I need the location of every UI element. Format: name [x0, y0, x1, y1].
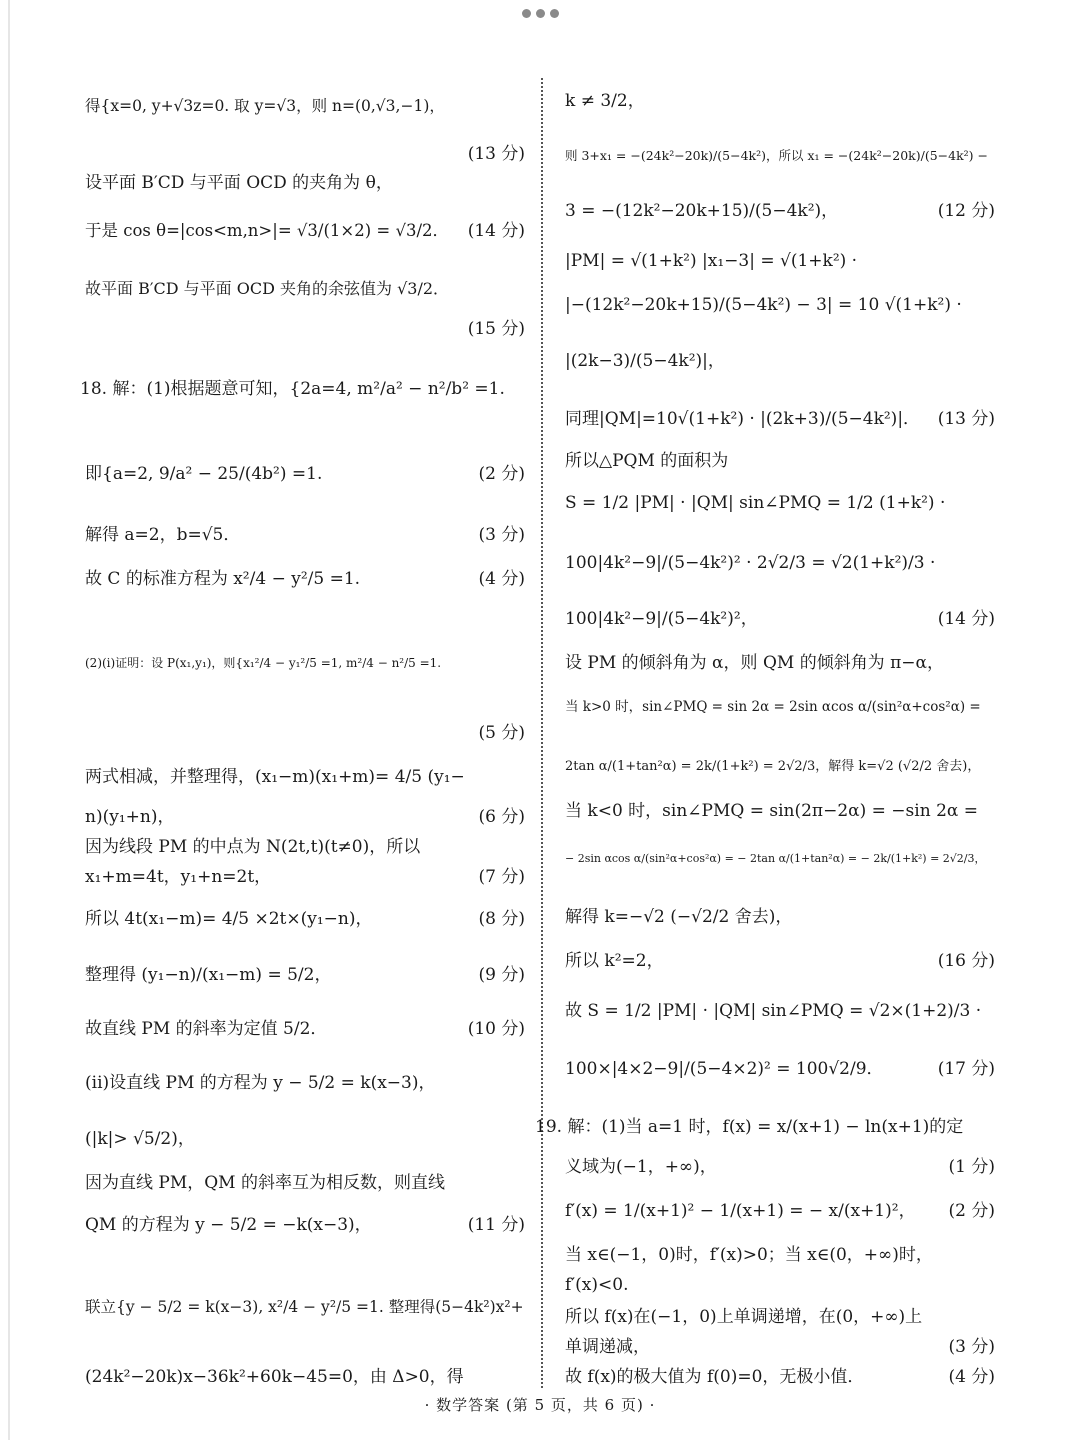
text-line: |(2k−3)/(5−4k²)|， [565, 351, 725, 371]
page-footer: · 数学答案 (第 5 页，共 6 页) · [424, 1396, 656, 1414]
score-label: (15 分) [467, 319, 525, 339]
text-line: f′(x)<0. [565, 1275, 629, 1295]
page-edge [8, 0, 10, 1440]
text-line: 当 x∈(−1，0)时，f′(x)>0；当 x∈(0，+∞)时， [565, 1245, 933, 1265]
text-line: 故 f(x)的极大值为 f(0)=0，无极小值． [565, 1367, 865, 1387]
text-line: S = 1/2 |PM| · |QM| sin∠PMQ = 1/2 (1+k²) · [565, 493, 946, 513]
text-line: (24k²−20k)x−36k²+60k−45=0，由 Δ>0，得 [85, 1367, 464, 1387]
text-line: 所以 f(x)在(−1，0)上单调递增，在(0，+∞)上 [565, 1307, 923, 1327]
text-line: QM 的方程为 y − 5/2 = −k(x−3)， [85, 1215, 372, 1235]
text-line: 100|4k²−9|/(5−4k²)² · 2√2/3 = √2(1+k²)/3 · [565, 553, 936, 573]
text-line: 整理得 (y₁−n)/(x₁−m) = 5/2， [85, 965, 332, 985]
more-options-icon[interactable] [522, 9, 559, 18]
score-label: (6 分) [478, 807, 525, 827]
score-label: (7 分) [478, 867, 525, 887]
score-label: (10 分) [467, 1019, 525, 1039]
text-line: 单调递减， [565, 1337, 650, 1357]
score-label: (2 分) [478, 464, 525, 484]
text-line: 两式相减，并整理得，(x₁−m)(x₁+m)= 4/5 (y₁− [85, 767, 465, 787]
score-label: (8 分) [478, 909, 525, 929]
score-label: (1 分) [948, 1157, 995, 1177]
text-line: 3 = −(12k²−20k+15)/(5−4k²)， [565, 201, 839, 221]
text-line: 即{a=2, 9/a² − 25/(4b²) =1. [85, 464, 323, 484]
score-label: (13 分) [937, 409, 995, 429]
text-line: 同理|QM|=10√(1+k²) · |(2k+3)/(5−4k²)|． [565, 409, 921, 429]
text-line: 设平面 B′CD 与平面 OCD 的夹角为 θ， [85, 173, 393, 193]
score-label: (13 分) [467, 144, 525, 164]
score-label: (17 分) [937, 1059, 995, 1079]
text-line: 故 C 的标准方程为 x²/4 − y²/5 =1. [85, 569, 361, 589]
text-line: k ≠ 3/2， [565, 91, 645, 111]
text-line: 故 S = 1/2 |PM| · |QM| sin∠PMQ = √2×(1+2)/3 · [565, 1001, 982, 1021]
text-line: 因为线段 PM 的中点为 N(2t,t)(t≠0)，所以 [85, 837, 421, 857]
text-line: 当 k>0 时，sin∠PMQ = sin 2α = 2sin αcos α/(sin²α+cos²α) = [565, 699, 981, 715]
text-line: (ii)设直线 PM 的方程为 y − 5/2 = k(x−3)， [85, 1073, 436, 1093]
score-label: (12 分) [937, 201, 995, 221]
score-label: (3 分) [948, 1337, 995, 1357]
text-line: 于是 cos θ=|cos<m,n>|= √3/(1×2) = √3/2． [85, 221, 450, 240]
text-line: 设 PM 的倾斜角为 α，则 QM 的倾斜角为 π−α， [565, 653, 944, 673]
text-line: |−(12k²−20k+15)/(5−4k²) − 3| = 10 √(1+k²) · [565, 295, 962, 315]
score-label: (4 分) [948, 1367, 995, 1387]
text-line: 则 3+x₁ = −(24k²−20k)/(5−4k²)，所以 x₁ = −(24k²−20k)/(5−4k²) − [565, 148, 988, 163]
score-label: (14 分) [467, 221, 525, 241]
score-label: (11 分) [467, 1215, 525, 1235]
score-label: (3 分) [478, 525, 525, 545]
text-line: x₁+m=4t，y₁+n=2t， [85, 867, 272, 887]
text-line: 因为直线 PM，QM 的斜率互为相反数，则直线 [85, 1173, 445, 1193]
score-label: (14 分) [937, 609, 995, 629]
text-line: 100×|4×2−9|/(5−4×2)² = 100√2/9． [565, 1059, 884, 1079]
text-line: (|k|> √5/2)， [85, 1129, 195, 1149]
text-line: 所以△PQM 的面积为 [565, 451, 729, 471]
text-line: 故直线 PM 的斜率为定值 5/2． [85, 1019, 328, 1039]
score-label: (4 分) [478, 569, 525, 589]
score-label: (16 分) [937, 951, 995, 971]
text-line: 解得 a=2，b=√5． [85, 525, 241, 545]
text-line: 解得 k=−√2 (−√2/2 舍去)， [565, 907, 793, 927]
top-bar [0, 0, 1080, 30]
text-line: 得{x=0, y+√3z=0. 取 y=√3，则 n=(0,√3,−1)， [85, 97, 445, 115]
text-line: 义域为(−1，+∞)， [565, 1157, 717, 1177]
text-line: 19. 解：(1)当 a=1 时，f(x) = x/(x+1) − ln(x+1)的定 [535, 1117, 964, 1137]
score-label: (2 分) [948, 1201, 995, 1221]
text-line: n)(y₁+n)， [85, 807, 175, 827]
text-line: − 2sin αcos α/(sin²α+cos²α) = − 2tan α/(1+tan²α) = − 2k/(1+k²) = 2√2/3， [565, 852, 986, 865]
score-label: (9 分) [478, 965, 525, 985]
text-line: |PM| = √(1+k²) |x₁−3| = √(1+k²) · [565, 251, 858, 271]
column-divider [541, 78, 543, 1388]
score-label: (5 分) [478, 723, 525, 743]
text-line: 100|4k²−9|/(5−4k²)²， [565, 609, 758, 629]
text-line: f′(x) = 1/(x+1)² − 1/(x+1) = − x/(x+1)²， [565, 1201, 916, 1221]
text-line: 故平面 B′CD 与平面 OCD 夹角的余弦值为 √3/2． [85, 279, 450, 298]
text-line: (2)(i)证明：设 P(x₁,y₁)，则{x₁²/4 − y₁²/5 =1, m²/4 − n²/5 =1. [85, 656, 442, 670]
text-line: 所以 4t(x₁−m)= 4/5 ×2t×(y₁−n)， [85, 909, 373, 929]
text-line: 18. 解：(1)根据题意可知，{2a=4, m²/a² − n²/b² =1. [80, 379, 505, 399]
text-line: 2tan α/(1+tan²α) = 2k/(1+k²) = 2√2/3，解得 k=√2 (√2/2 舍去)， [565, 759, 981, 774]
text-line: 当 k<0 时，sin∠PMQ = sin(2π−2α) = −sin 2α = [565, 801, 979, 821]
text-line: 所以 k²=2， [565, 951, 664, 971]
text-line: 联立{y − 5/2 = k(x−3), x²/4 − y²/5 =1. 整理得(5−4k²)x²+ [85, 1298, 524, 1316]
